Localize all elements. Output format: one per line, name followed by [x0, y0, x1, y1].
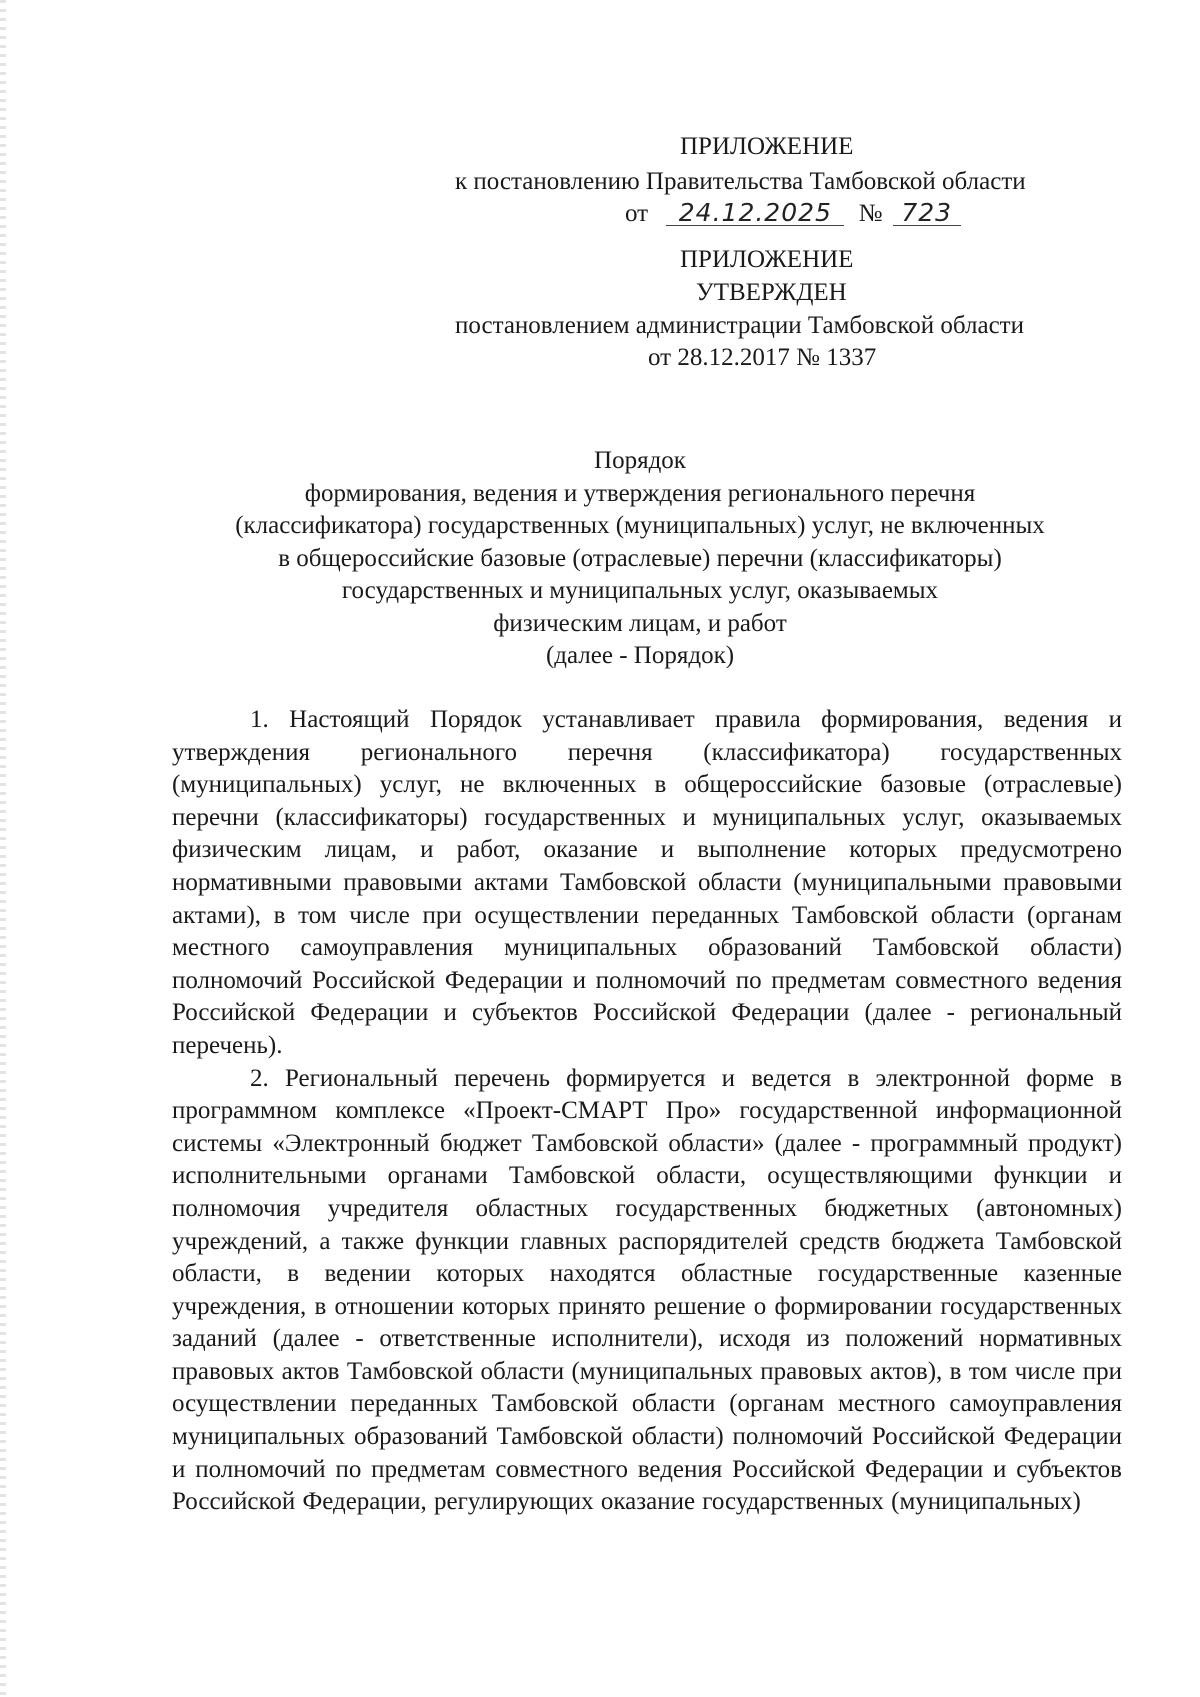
annex-1-number-prefix: № [858, 200, 883, 227]
title-line-5: государственных и муниципальных услуг, оказываемых [341, 577, 939, 604]
title-line-7: (далее - Порядок) [545, 642, 735, 669]
annex-2-title: ПРИЛОЖЕНИЕ [680, 246, 854, 273]
annex-1-date-handwritten: 24.12.2025 [666, 201, 844, 226]
approved-label: УТВЕРЖДЕН [696, 279, 847, 306]
paragraph-1: 1. Настоящий Порядок устанавливает правила формирования, ведения и утверждения регионального перечня (классификатора) государственных (муниципальных) услуг, не включенных в общероссийские базовые (отраслевые) перечни (классификаторы) государственных и муниципальных услуг, оказываемых физическим лицам, и работ, оказание и выполнение которых предусмотрено нормативными правовыми актами Тамбовской области (муниципальными правовыми актами), в том числе при осуществлении переданных Тамбовской области (органам местного самоуправления муниципальных образований Тамбовской области) полномочий Российской Федерации и полномочий по предметам совместного ведения Российской Федерации и субъектов Российской Федерации (далее - региональный перечень). [172, 706, 1122, 1059]
annex-2-decree-line: постановлением администрации Тамбовской области [455, 312, 1024, 339]
annex-1-number-handwritten: 723 [893, 201, 961, 226]
annex-1-title: ПРИЛОЖЕНИЕ [680, 133, 854, 160]
title-line-3: (классификатора) государственных (муниципальных) услуг, не включенных [235, 512, 1045, 539]
annex-1-date-prefix: от [625, 200, 649, 227]
annex-1-decree-line: к постановлению Правительства Тамбовской области [455, 168, 1026, 195]
annex-2-date-number: от 28.12.2017 № 1337 [648, 344, 877, 371]
title-line-6: физическим лицам, и работ [493, 609, 787, 637]
paragraph-2: 2. Региональный перечень формируется и ведется в электронной форме в программном комплексе «Проект-СМАРТ Про» государственной информационной системы «Электронный бюджет Тамбовской области» (далее - программный продукт) исполнительными органами Тамбовской области, осуществляющими функции и полномочия учредителя областных государственных бюджетных (автономных) учреждений, а также функции главных распорядителей средств бюджета Тамбовской области, в ведении которых находятся областные государственные казенные учреждения, в отношении которых принято решение о формировании государственных заданий (далее - ответственные исполнители), исходя из положений нормативных правовых актов Тамбовской области (муниципальных правовых актов), в том числе при осуществлении переданных Тамбовской области (органам местного самоуправления муниципальных образований Тамбовской области) полномочий Российской Федерации и полномочий по предметам совместного ведения Российской Федерации и субъектов Российской Федерации, регулирующих оказание государственных (муниципальных) [172, 1064, 1122, 1516]
title-line-2: формирования, ведения и утверждения регионального перечня [304, 479, 976, 507]
document-title [150, 445, 1130, 673]
title-line-1: Порядок [594, 447, 686, 474]
scan-edge-artifact [0, 0, 6, 1697]
title-line-4: в общероссийские базовые (отраслевые) перечни (классификаторы) [278, 544, 1002, 572]
document-body [172, 704, 1122, 1519]
annex-1-date-line [625, 200, 961, 228]
